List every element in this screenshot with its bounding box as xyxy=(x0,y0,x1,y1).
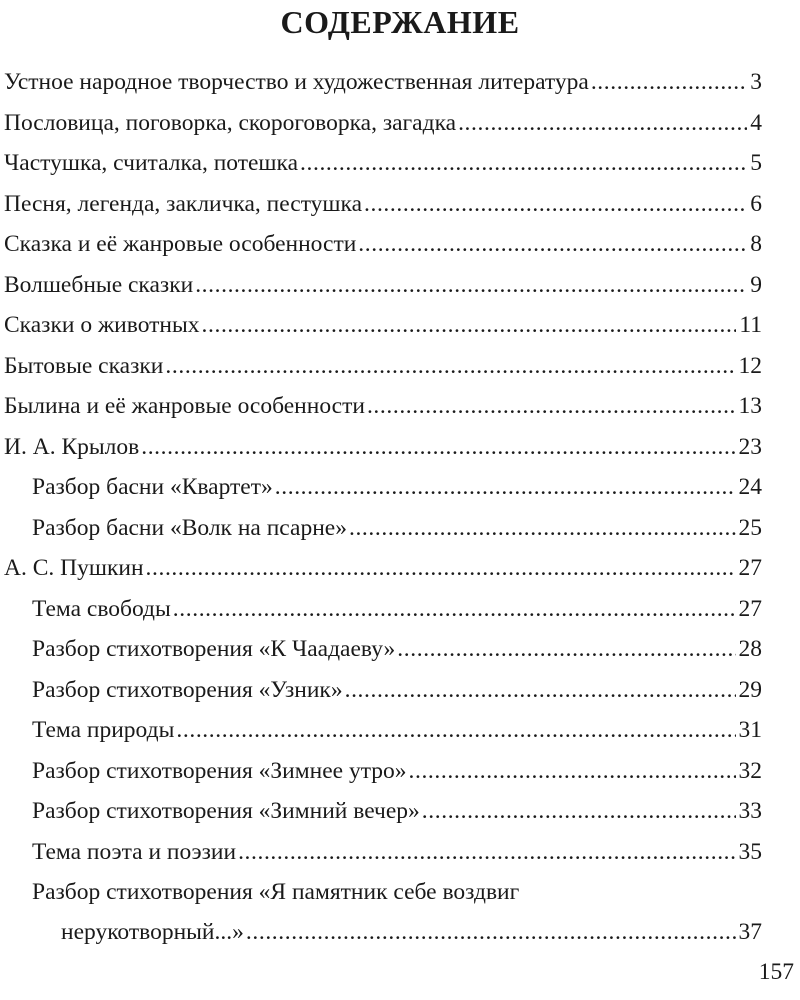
leader-dots xyxy=(300,148,747,178)
toc-entry xyxy=(0,510,800,551)
toc-entry-page: 23 xyxy=(738,433,762,460)
page-title: СОДЕРЖАНИЕ xyxy=(280,4,520,40)
page-number: 157 xyxy=(758,959,794,985)
toc-entry xyxy=(0,307,800,348)
toc-entry-page: 31 xyxy=(738,717,762,743)
leader-dots xyxy=(397,634,735,664)
toc-entry-title-continuation: нерукотворный...» xyxy=(61,919,244,945)
toc-entry xyxy=(0,672,800,713)
toc-entry-title: Волшебные сказки xyxy=(4,271,194,298)
toc-entry xyxy=(0,550,800,591)
toc-entry-page: 3 xyxy=(750,69,762,95)
toc-entry xyxy=(0,793,800,834)
leader-dots xyxy=(349,513,736,543)
toc-entry-title: Пословица, поговорка, скороговорка, загадка xyxy=(4,109,457,136)
leader-dots xyxy=(195,270,747,300)
toc-entry-page: 4 xyxy=(750,109,762,136)
toc-entry-title: Сказки о животных xyxy=(4,312,200,338)
toc-entry xyxy=(0,753,800,794)
leader-dots xyxy=(345,675,736,705)
toc-entry xyxy=(0,388,800,429)
toc-entry-page: 6 xyxy=(750,190,762,217)
toc-entry-title: Тема природы xyxy=(32,717,175,743)
toc-entry-page: 35 xyxy=(738,838,762,865)
toc-entry-title: Разбор басни «Волк на псарне» xyxy=(32,514,347,541)
leader-dots xyxy=(165,351,735,381)
toc-entry-title: Сказка и её жанровые особенности xyxy=(4,231,357,257)
toc-entry xyxy=(0,712,800,753)
toc-entry-page: 5 xyxy=(750,150,762,176)
toc-entry xyxy=(0,186,800,227)
toc-entry xyxy=(0,834,800,875)
toc-entry xyxy=(0,429,800,470)
toc-entry-title: Песня, легенда, закличка, пестушка xyxy=(4,190,362,217)
leader-dots xyxy=(173,594,736,624)
toc-entry-title: Разбор стихотворения «Я памятник себе воздвиг xyxy=(32,879,520,905)
toc-entry xyxy=(0,348,800,389)
toc-entry-page: 25 xyxy=(738,514,762,541)
toc-entry-title: Тема свободы xyxy=(32,595,171,622)
toc-entry xyxy=(0,105,800,146)
toc-entry xyxy=(0,631,800,672)
toc-entry-page: 27 xyxy=(738,595,762,622)
leader-dots xyxy=(141,432,735,462)
leader-dots xyxy=(591,67,747,97)
leader-dots xyxy=(367,391,736,421)
leader-dots xyxy=(202,310,737,340)
toc-entry-page: 12 xyxy=(738,352,762,379)
toc-entry-title: Разбор стихотворения «К Чаадаеву» xyxy=(32,636,396,662)
toc-entry-page: 37 xyxy=(738,919,762,945)
toc-entry-page: 24 xyxy=(738,474,762,500)
leader-dots xyxy=(364,189,747,219)
toc-entry-page: 13 xyxy=(738,393,762,419)
leader-dots xyxy=(146,553,736,583)
toc-entry-title: Устное народное творчество и художественная литература xyxy=(4,69,589,95)
leader-dots xyxy=(238,837,735,867)
toc-entry-title: А. С. Пушкин xyxy=(4,555,144,581)
toc-entry-title: Былина и её жанровые особенности xyxy=(4,393,365,419)
leader-dots xyxy=(246,917,736,947)
toc-entry-title: Бытовые сказки xyxy=(4,352,164,379)
toc-entry-page: 9 xyxy=(750,271,762,298)
leader-dots xyxy=(458,108,747,138)
toc-entry-title: Разбор басни «Квартет» xyxy=(32,474,273,500)
toc-entry-title: Частушка, считалка, потешка xyxy=(4,150,299,176)
toc-entry-page: 11 xyxy=(739,312,762,338)
toc-entry-page: 32 xyxy=(738,757,762,784)
toc-entry-title: Разбор стихотворения «Зимнее утро» xyxy=(32,757,407,784)
toc-entry-title: Разбор стихотворения «Узник» xyxy=(32,676,343,703)
toc-entry xyxy=(0,874,800,955)
toc-entry xyxy=(0,267,800,308)
toc-entry xyxy=(0,469,800,510)
leader-dots xyxy=(176,715,735,745)
toc-entry xyxy=(0,64,800,105)
leader-dots xyxy=(409,756,736,786)
leader-dots xyxy=(358,229,747,259)
leader-dots xyxy=(422,796,736,826)
toc-entry xyxy=(0,145,800,186)
toc-entry xyxy=(0,226,800,267)
toc-entry-page: 33 xyxy=(738,798,762,824)
toc-entry-page: 29 xyxy=(738,676,762,703)
toc-entry-title: Разбор стихотворения «Зимний вечер» xyxy=(32,798,420,824)
toc-entry-title: И. А. Крылов xyxy=(4,433,140,460)
leader-dots xyxy=(275,472,736,502)
toc-entry-title: Тема поэта и поэзии xyxy=(32,838,237,865)
toc-entry-page: 28 xyxy=(738,636,762,662)
table-of-contents xyxy=(0,64,800,955)
toc-entry xyxy=(0,591,800,632)
toc-entry-page: 27 xyxy=(738,555,762,581)
toc-entry-page: 8 xyxy=(750,231,762,257)
